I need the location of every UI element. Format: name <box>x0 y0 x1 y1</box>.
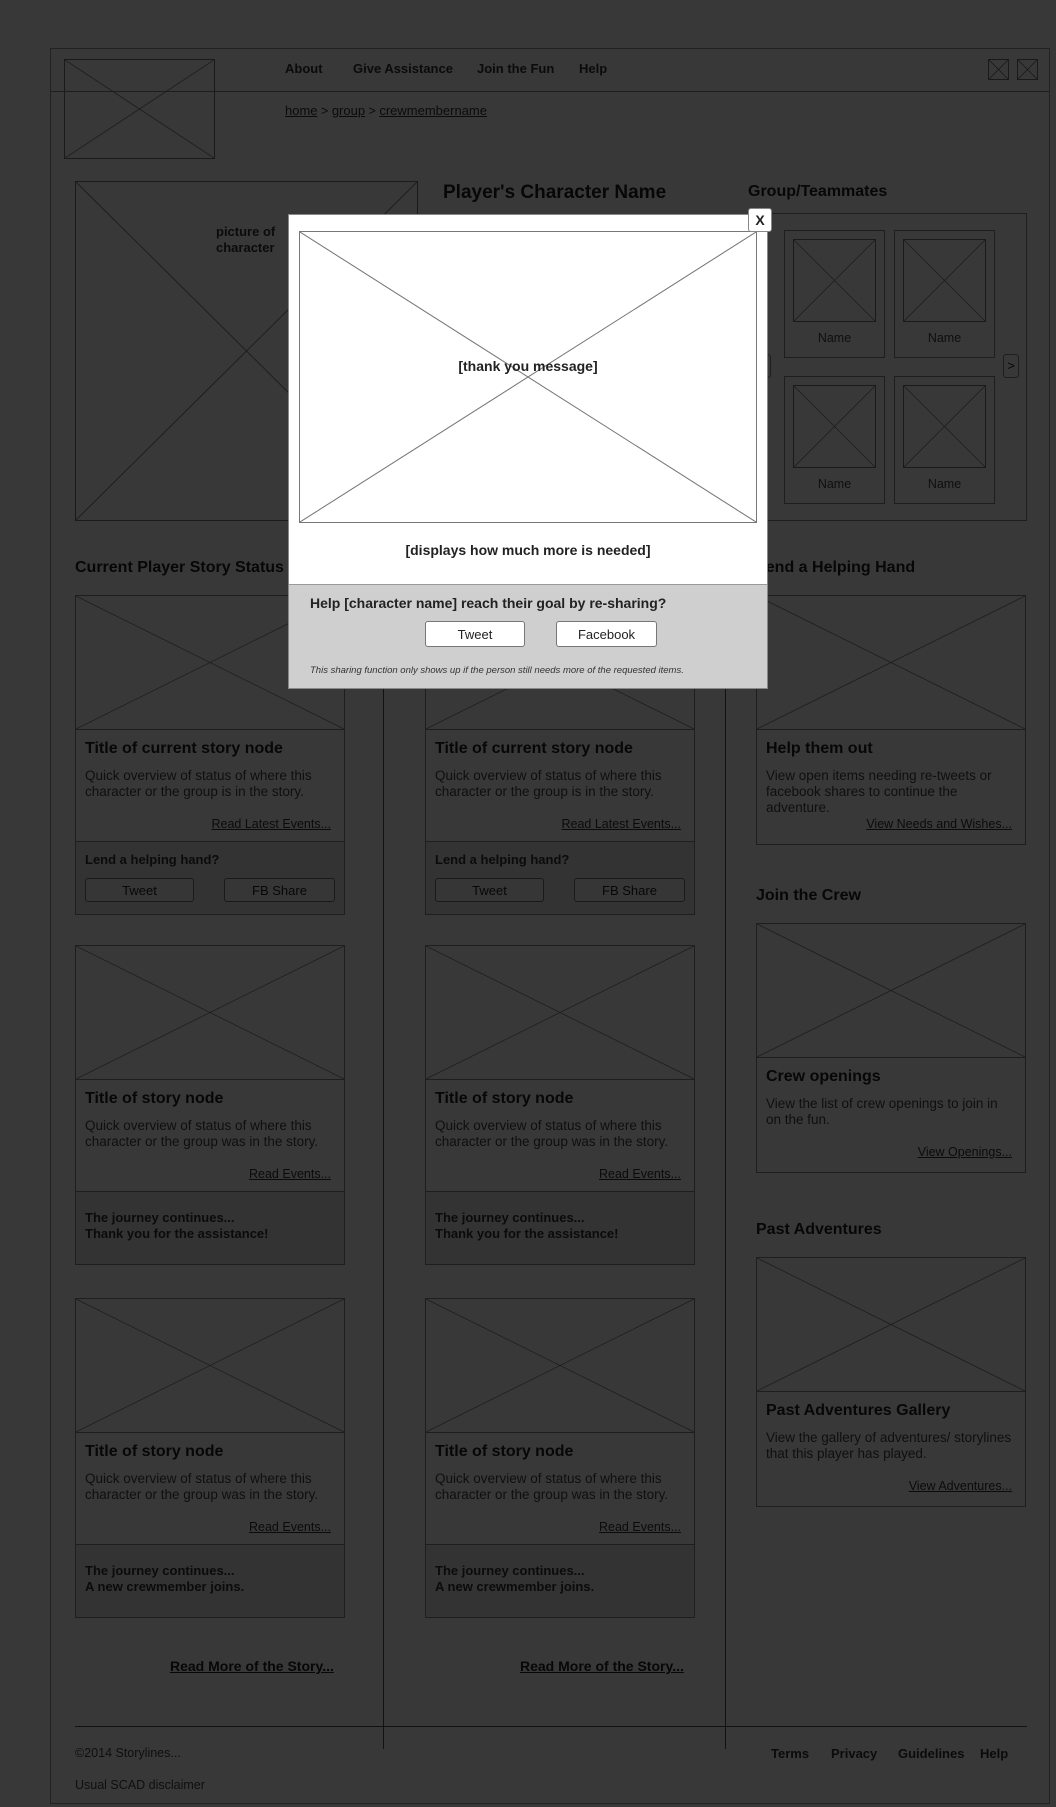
modal-facebook-button[interactable]: Facebook <box>556 621 657 647</box>
amount-needed-text: [displays how much more is needed] <box>405 542 651 558</box>
thank-you-message: [thank you message] <box>458 358 598 374</box>
thank-you-modal <box>288 214 768 689</box>
thank-you-image <box>299 231 757 523</box>
reshare-prompt: Help [character name] reach their goal by re-sharing? <box>310 595 667 611</box>
reshare-panel <box>289 584 767 688</box>
modal-close-button[interactable]: X <box>748 208 772 232</box>
modal-tweet-button[interactable]: Tweet <box>425 621 525 647</box>
reshare-note: This sharing function only shows up if the person still needs more of the requested items. <box>310 665 684 676</box>
